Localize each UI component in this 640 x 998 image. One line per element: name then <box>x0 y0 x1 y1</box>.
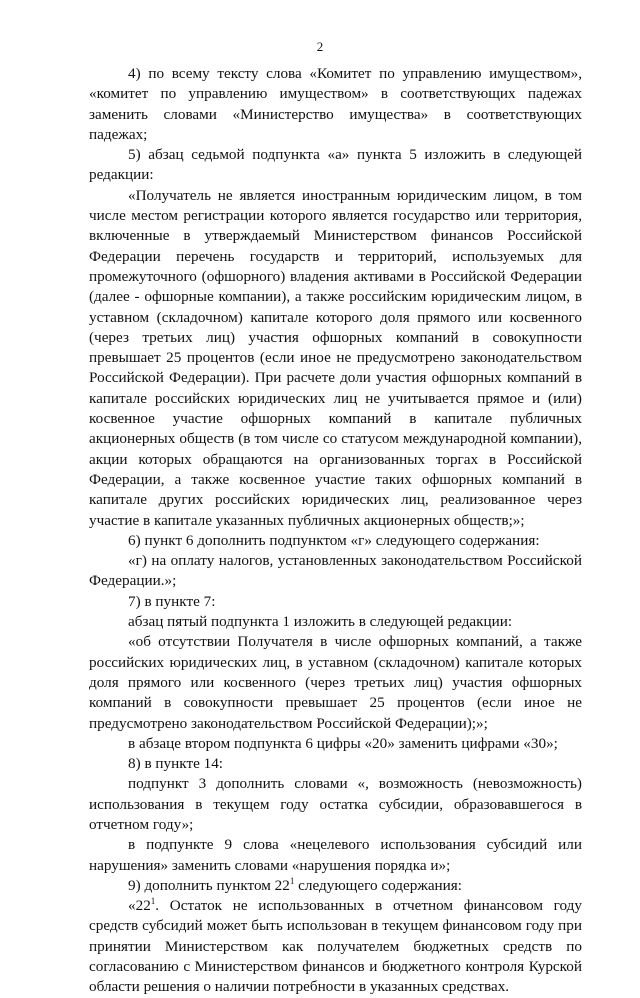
item22-text-before: «22 <box>128 897 151 915</box>
paragraph-item-7: 7) в пункте 7: <box>128 592 216 610</box>
paragraph-item-9 <box>89 876 582 896</box>
paragraph-item-22-1 <box>89 896 582 997</box>
item9-superscript: 1 <box>289 875 295 886</box>
item22-superscript: 1 <box>150 896 156 907</box>
page-number: 2 <box>316 39 324 54</box>
paragraph-digits-replace: в абзаце втором подпункта 6 цифры «20» заменить цифрами «30»; <box>128 734 558 752</box>
paragraph-item-8: 8) в пункте 14: <box>128 755 224 773</box>
paragraph-subitem-9: в подпункте 9 слова «нецелевого использования субсидий или нарушения» заменить словами «нарушения порядка и»; <box>89 836 582 874</box>
paragraph-recipient-condition: «Получатель не является иностранным юридическим лицом, в том числе местом регистрации которого является государство или территория, включенные в утверждаемый Министерством финансов Российской Федерации перечень государств и территорий, используемых для промежуточного (офшорного) владения активами в Российской Федерации (далее - офшорные компании), а также российским юридическим лицом, в уставном (складочном) капитале которого доля прямого или косвенного (через третьих лиц) участия офшорных компаний в совокупности превышает 25 процентов (если иное не предусмотрено законодательством Российской Федерации). При расчете доли участия офшорных компаний в капитале российских юридических лиц не учитывается прямое и (или) косвенное участие офшорных компаний в капитале публичных акционерных обществ (в том числе со статусом международной компании), акции которых обращаются на организованных торгах в Российской Федерации, а также косвенное участие таких офшорных компаний в капитале других российских юридических лиц, реализованное через участие в капитале указанных публичных акционерных обществ;»; <box>89 186 582 529</box>
paragraph-offshore-absence: «об отсутствии Получателя в числе офшорных компаний, а также российских юридических лиц, в уставном (складочном) капитале которых доля прямого или косвенного (через третьих лиц) участия офшорных компаний в совокупности превышает 25 процентов (если иное не предусмотрено законодательством Российской Федерации);»; <box>89 633 582 732</box>
paragraph-item-5: 5) абзац седьмой подпункта «а» пункта 5 изложить в следующей редакции: <box>89 146 582 184</box>
paragraph-subitem-g: «г) на оплату налогов, установленных законодательством Российской Федерации.»; <box>89 552 582 590</box>
item9-text-before: 9) дополнить пунктом 22 <box>128 876 290 894</box>
paragraph-item-7-abzac: абзац пятый подпункта 1 изложить в следующей редакции: <box>128 613 513 631</box>
paragraph-subitem-3: подпункт 3 дополнить словами «, возможность (невозможность) использования в текущем году остатка субсидии, образовавшегося в отчетном году»; <box>89 775 582 833</box>
paragraph-item-4: 4) по всему тексту слова «Комитет по управлению имуществом», «комитет по управлению имуществом» в соответствующих падежах заменить словами «Министерство имущества» в соответствующих падежах; <box>89 65 582 143</box>
document-body <box>89 64 582 998</box>
item22-text-after: . Остаток не использованных в отчетном финансовом году средств субсидий может быть использован в текущем финансовом году при принятии Министерством как получателем бюджетных средств по согласованию с Министерством финансов и бюджетного контроля Курской области решения о наличии потребности в указанных средствах. <box>89 897 582 996</box>
paragraph-item-6: 6) пункт 6 дополнить подпунктом «г» следующего содержания: <box>128 531 540 549</box>
item9-text-after: следующего содержания: <box>294 876 463 894</box>
